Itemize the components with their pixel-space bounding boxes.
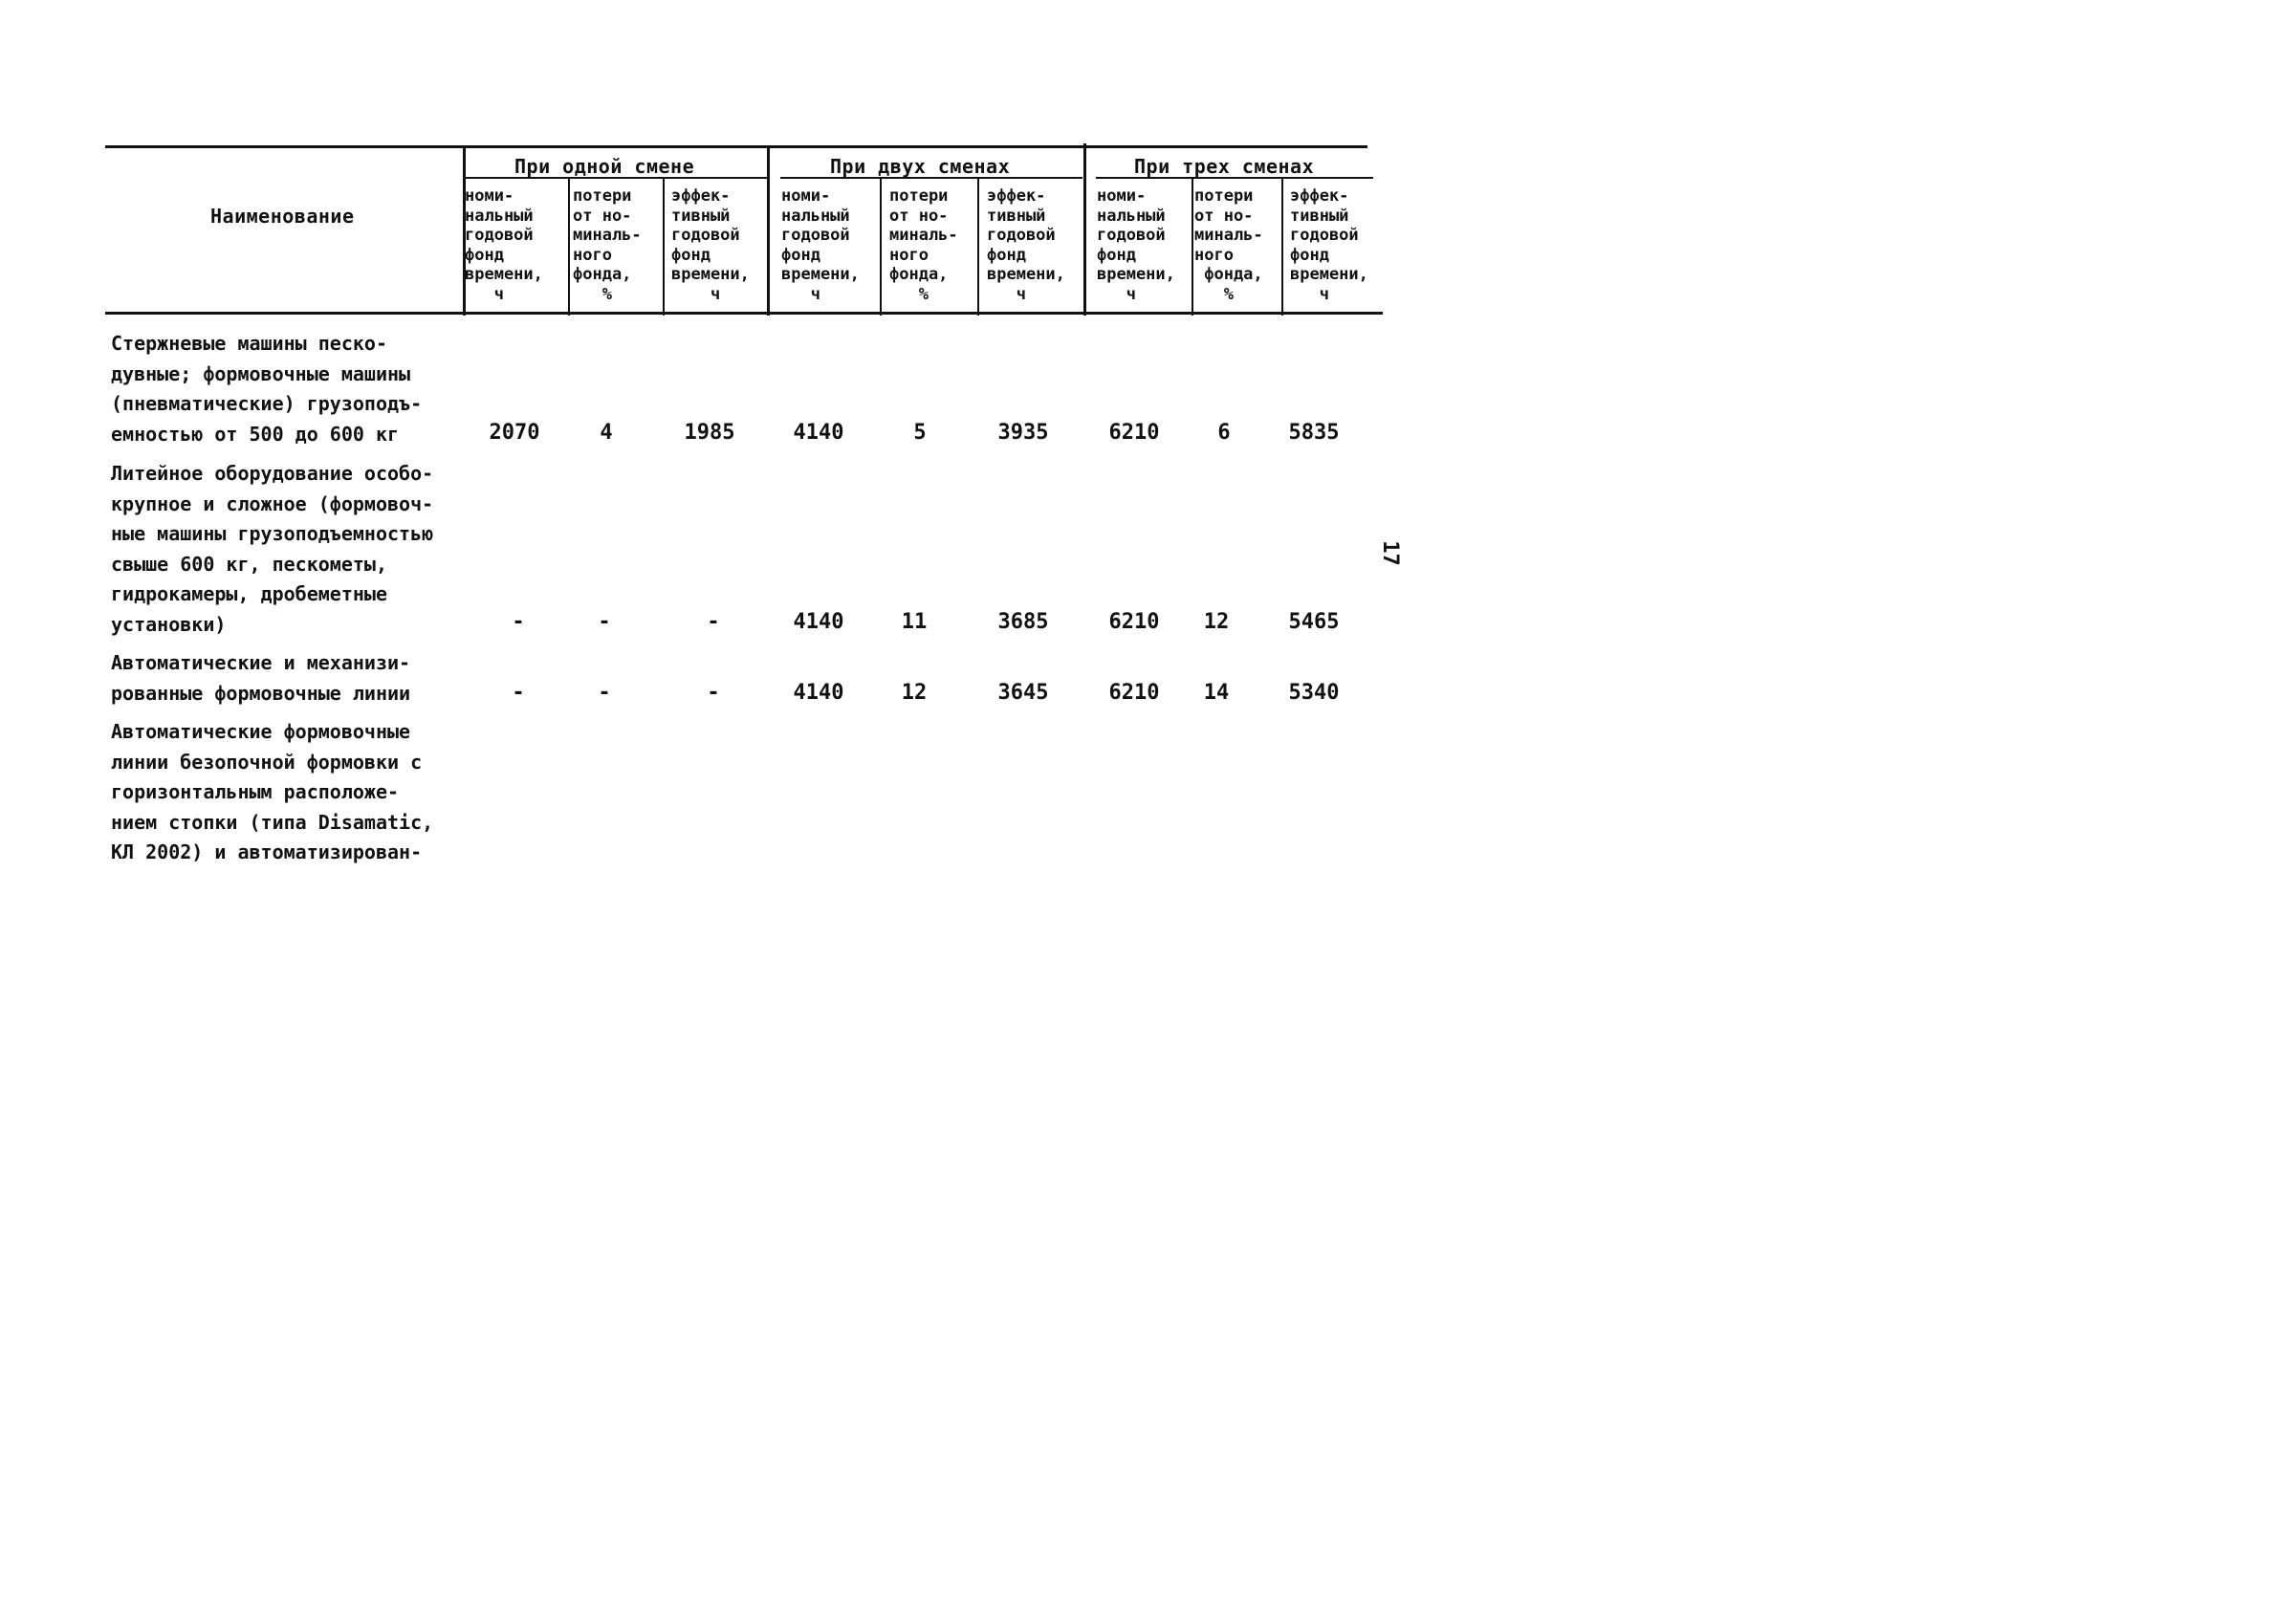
subheader-effective-3: эффек- тивный годовой фонд времени, ч — [1290, 186, 1368, 304]
row-2-value-6: 3685 — [997, 610, 1049, 634]
row-3-value-2: - — [598, 681, 611, 705]
row-1-value-5: 5 — [913, 421, 927, 445]
subheader-effective-2: эффек- тивный годовой фонд времени, ч — [987, 186, 1065, 304]
row-1-value-8: 6 — [1217, 421, 1231, 445]
vrule-3 — [767, 147, 770, 316]
row-3-value-3: - — [707, 681, 720, 705]
group-header-one-shift: При одной смене — [514, 155, 695, 178]
row-3-name: Автоматические и механизи- рованные формовочные линии — [111, 651, 411, 705]
row-1-name: Стержневые машины песко- дувные; формовочные машины (пневматические) грузоподъ- емностью от 500 до 600 кг — [111, 332, 423, 446]
vrule-1 — [568, 178, 570, 316]
row-2-value-4: 4140 — [793, 610, 844, 634]
vrule-4 — [880, 178, 882, 316]
group-header-three-shifts: При трех сменах — [1134, 155, 1315, 178]
row-2-value-3: - — [707, 610, 720, 634]
row-1-value-9: 5835 — [1288, 421, 1340, 445]
row-2-value-1: - — [512, 610, 525, 634]
subheader-effective-1: эффек- тивный годовой фонд времени, ч — [671, 186, 750, 304]
subheader-loss-2: потери от но- миналь- ного фонда, % — [889, 186, 958, 304]
subheader-loss-1: потери от но- миналь- ного фонда, % — [573, 186, 642, 304]
vrule-8 — [1281, 178, 1283, 316]
row-2-value-8: 12 — [1203, 610, 1230, 634]
row-3-value-6: 3645 — [997, 681, 1049, 705]
subheader-nominal-2: номи- нальный годовой фонд времени, ч — [781, 186, 860, 304]
row-1-value-2: 4 — [600, 421, 613, 445]
page-number: 17 — [1377, 540, 1402, 566]
row-2-value-9: 5465 — [1288, 610, 1340, 634]
row-1-value-6: 3935 — [997, 421, 1049, 445]
subheader-loss-3: потери от но- миналь- ного фонда, % — [1194, 186, 1263, 304]
row-2-name: Литейное оборудование особо- крупное и сложное (формовоч- ные машины грузоподъемностью свыше 600 кг, пескометы, гидрокамеры, дробеметные установки) — [111, 462, 434, 636]
row-2-value-2: - — [598, 610, 611, 634]
vrule-5 — [977, 178, 979, 316]
table-top-rule — [105, 145, 1367, 148]
row-1-value-7: 6210 — [1108, 421, 1160, 445]
vrule-7 — [1192, 178, 1193, 316]
row-2-value-7: 6210 — [1108, 610, 1160, 634]
row-3-value-8: 14 — [1203, 681, 1230, 705]
subheader-nominal-3: номи- нальный годовой фонд времени, ч — [1097, 186, 1175, 304]
row-1-value-3: 1985 — [684, 421, 735, 445]
row-4-name: Автоматические формовочные линии безопочной формовки с горизонтальным расположе- нием стопки (типа Disamatic, КЛ 2002) и автоматизирован- — [111, 720, 434, 863]
row-3-value-9: 5340 — [1288, 681, 1340, 705]
row-1-value-1: 2070 — [489, 421, 540, 445]
vrule-2 — [663, 178, 665, 316]
row-1-value-4: 4140 — [793, 421, 844, 445]
row-3-value-5: 12 — [901, 681, 928, 705]
vrule-6 — [1083, 143, 1086, 316]
row-3-value-7: 6210 — [1108, 681, 1160, 705]
subheader-nominal-1: номи- нальный годовой фонд времени, ч — [465, 186, 543, 304]
name-column-header: Наименование — [210, 205, 355, 228]
row-3-value-1: - — [512, 681, 525, 705]
row-2-value-5: 11 — [901, 610, 928, 634]
row-3-value-4: 4140 — [793, 681, 844, 705]
group-header-two-shifts: При двух сменах — [830, 155, 1011, 178]
